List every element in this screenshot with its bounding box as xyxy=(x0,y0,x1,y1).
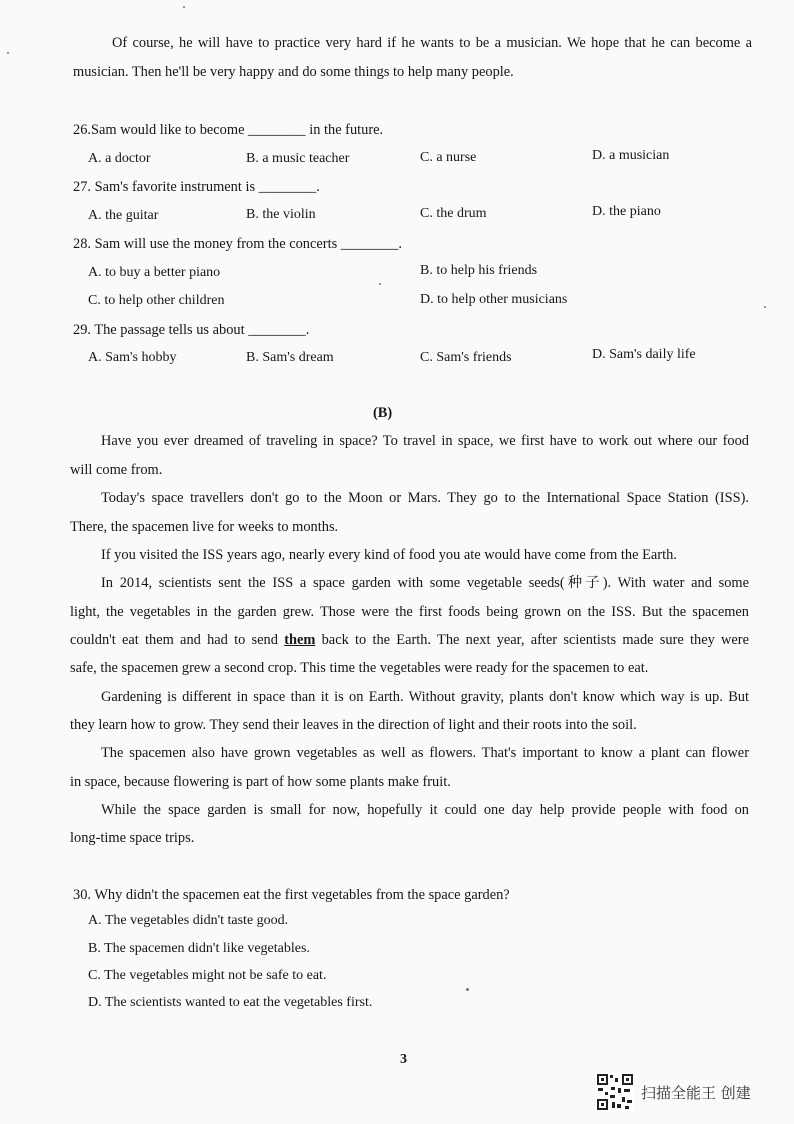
q26-option-d: D. a musician xyxy=(592,148,670,163)
section-b-heading: (B) xyxy=(373,405,393,421)
question-26-stem: 26.Sam would like to become ________ in the future. xyxy=(73,122,384,138)
q30-option-c: C. The vegetables might not be safe to eat. xyxy=(88,968,327,983)
para7-line2: long-time space trips. xyxy=(70,830,195,846)
qr-code-icon xyxy=(596,1073,634,1111)
q27-option-b: B. the violin xyxy=(246,207,316,222)
scan-speck xyxy=(466,988,469,991)
q26-option-b: B. a music teacher xyxy=(246,151,350,166)
q29-option-a: A. Sam's hobby xyxy=(88,350,177,365)
page-number: 3 xyxy=(400,1052,407,1067)
para4-line3-post: back to the Earth. The next year, after scientists made sure they were xyxy=(315,632,749,648)
para5-line2: they learn how to grow. They send their leaves in the direction of light and their roots into the soil. xyxy=(70,717,637,733)
q28-option-b: B. to help his friends xyxy=(420,263,538,278)
para5-line1: Gardening is different in space than it is on Earth. Without gravity, plants don't know which way is up. But xyxy=(101,689,749,705)
q28-option-d: D. to help other musicians xyxy=(420,292,568,307)
scan-speck xyxy=(7,52,9,54)
q26-option-a: A. a doctor xyxy=(88,151,151,166)
q26-option-c: C. a nurse xyxy=(420,150,477,165)
underlined-word-them: them xyxy=(284,632,316,648)
q30-option-a: A. The vegetables didn't taste good. xyxy=(88,913,289,928)
q27-option-c: C. the drum xyxy=(420,206,487,221)
scanner-watermark-text: 扫描全能王 创建 xyxy=(641,1084,751,1102)
para4-line3-pre: couldn't eat them and had to send xyxy=(70,632,285,648)
q29-option-d: D. Sam's daily life xyxy=(592,347,696,362)
para4-line2: light, the vegetables in the garden grew. Those were the first foods being grown on the ISS. But the spacemen xyxy=(70,604,749,620)
para1-line1: Have you ever dreamed of traveling in space? To travel in space, we first have to work out where our food xyxy=(101,433,749,449)
para2-line2: There, the spacemen live for weeks to months. xyxy=(70,519,339,535)
q28-option-c: C. to help other children xyxy=(88,293,225,308)
scan-speck xyxy=(183,6,185,8)
q30-option-d: D. The scientists wanted to eat the vegetables first. xyxy=(88,995,373,1010)
q27-option-a: A. the guitar xyxy=(88,208,159,223)
para6-line2: in space, because flowering is part of how some plants make fruit. xyxy=(70,774,451,790)
para4-line3 xyxy=(70,631,749,649)
scan-speck xyxy=(764,306,766,308)
para4-line1: In 2014, scientists sent the ISS a space garden with some vegetable seeds(种子). With water and some xyxy=(101,575,749,591)
question-29-stem: 29. The passage tells us about ________. xyxy=(73,322,310,338)
q28-option-a: A. to buy a better piano xyxy=(88,265,221,280)
question-28-stem: 28. Sam will use the money from the concerts ________. xyxy=(73,236,402,252)
question-27-stem: 27. Sam's favorite instrument is ________. xyxy=(73,179,320,195)
q29-option-b: B. Sam's dream xyxy=(246,350,334,365)
q30-option-b: B. The spacemen didn't like vegetables. xyxy=(88,941,310,956)
para4-line4: safe, the spacemen grew a second crop. This time the vegetables were ready for the spacemen to eat. xyxy=(70,660,649,676)
q27-option-d: D. the piano xyxy=(592,204,661,219)
scan-speck xyxy=(379,283,381,285)
para1-line2: will come from. xyxy=(70,462,163,478)
para2-line1: Today's space travellers don't go to the Moon or Mars. They go to the International Space Station (ISS). xyxy=(101,490,749,506)
closing-line-1: Of course, he will have to practice very hard if he wants to be a musician. We hope that he can become a xyxy=(112,35,752,51)
q29-option-c: C. Sam's friends xyxy=(420,350,512,365)
para7-line1: While the space garden is small for now, hopefully it could one day help provide people with food on xyxy=(101,802,749,818)
para3-line1: If you visited the ISS years ago, nearly every kind of food you ate would have come from the Earth. xyxy=(101,547,677,563)
closing-line-2: musician. Then he'll be very happy and do some things to help many people. xyxy=(73,64,514,80)
para6-line1: The spacemen also have grown vegetables as well as flowers. That's important to know a plant can flower xyxy=(101,745,749,761)
question-30-stem: 30. Why didn't the spacemen eat the first vegetables from the space garden? xyxy=(73,887,510,903)
